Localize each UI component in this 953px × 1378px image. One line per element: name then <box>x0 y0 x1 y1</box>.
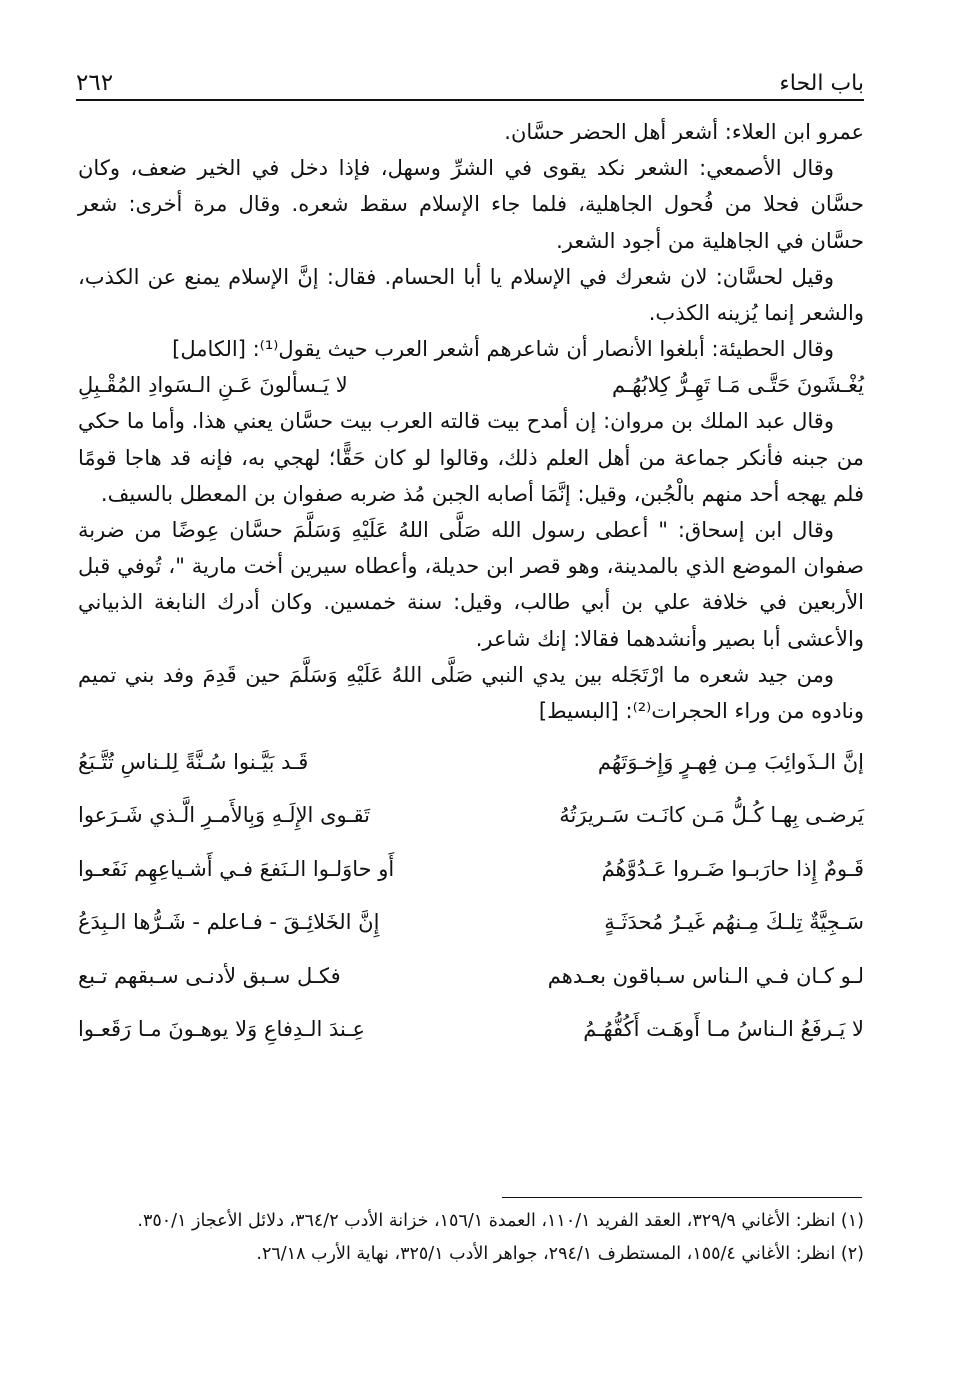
verse-hemistich-second: فكـل سـبق لأدنـى سـبقهم تـبع <box>78 963 341 988</box>
paragraph: وقال الحطيئة: أبلغوا الأنصار أن شاعرهم أشعر العرب حيث يقول⁽¹⁾: [الكامل] <box>172 337 834 362</box>
verse-hemistich-second: تَقـوى الإِلَـهِ وَبِالأَمـرِ الَّـذي شَـرَعوا <box>78 803 370 828</box>
paragraph: عمرو ابن العلاء: أشعر أهل الحضر حسَّان. <box>504 120 864 144</box>
verse-hemistich-first: لا يَـرفَعُ الـناسُ مـا أَوهَـت أَكُفُّهُـمُ <box>583 1017 864 1042</box>
verse-line <box>78 367 864 403</box>
poem-verse <box>78 1003 864 1057</box>
poem-verse <box>78 842 864 896</box>
main-text <box>78 114 864 1056</box>
paragraph: وقيل لحسَّان: لان شعرك في الإسلام يا أبا الحسام. فقال: إنَّ الإسلام يمنع عن الكذب، والشعر إنما يُزينه الكذب. <box>78 264 864 326</box>
chapter-title: باب الحاء <box>779 71 864 96</box>
poem-verse <box>78 789 864 843</box>
verse-hemistich-first: إنَّ الـذَوائِبَ مِـن فِهـرٍ وَإِخـوَتَهُم <box>597 749 864 774</box>
footnote: (١) انظر: الأغاني ٣٢٩/٩، العقد الفريد ١١٠/١، العمدة ١٥٦/١، خزانة الأدب ٣٦٤/٢، دلائل الأعجاز ٣٥٠/١. <box>137 1211 864 1231</box>
header-divider <box>76 99 864 101</box>
poem-verse <box>78 949 864 1003</box>
verse-hemistich-second: إِنَّ الخَلائِـقَ - فـاعلم - شَـرُّها الـبِدَعُ <box>78 910 380 935</box>
footnote: (٢) انظر: الأغاني ١٥٥/٤، المستطرف ٢٩٤/١، جواهر الأدب ٣٢٥/١، نهاية الأرب ٢٦/١٨. <box>256 1244 864 1264</box>
poem-verse <box>78 735 864 789</box>
poem-verse <box>78 896 864 950</box>
verse-hemistich-second: عِـندَ الـدِفاعِ وَلا يوهـونَ مـا رَقَعـوا <box>78 1017 366 1042</box>
paragraph: وقال الأصمعي: الشعر نكد يقوى في الشرِّ وسهل، فإذا دخل في الخير ضعف، وكان حسَّان فحلا من فُحول الجاهلية، فلما جاء الإسلام سقط شعره. وقال مرة أخرى: شعر حسَّان في الجاهلية من أجود الشعر. <box>78 156 864 253</box>
verse-hemistich-first: يُغْـشَونَ حَتَّـى مَـا تَهِـرُّ كِلابُهُـم <box>611 373 864 398</box>
paragraph: ومن جيد شعره ما ارْتَجَله بين يدي النبي صَلَّى اللهُ عَلَيْهِ وَسَلَّمَ حين قَدِمَ وفد بني تميم ونادوه من وراء الحجرات⁽²⁾: [البسيط] <box>78 662 864 724</box>
page-header <box>76 60 864 96</box>
poem <box>78 735 864 1056</box>
footnote-divider <box>502 1197 862 1198</box>
paragraph: وقال ابن إسحاق: " أعطى رسول الله صَلَّى اللهُ عَلَيْهِ وَسَلَّمَ حسَّان عِوضًا من ضربة صفوان الموضع الذي بالمدينة، وهو قصر ابن حديلة، وأعطاه سيرين أخت مارية "، تُوفي قبل الأربعين في خلافة علي بن أبي طالب، وقيل: سنة خمسين. وكان أدرك النابغة الذبياني والأعشى أبا بصير وأنشدهما فقالا: إنك شاعر. <box>78 518 864 651</box>
verse-hemistich-second: لا يَـسألونَ عَـنِ الـسَوادِ المُقْـبِلِ <box>78 373 348 398</box>
footnotes <box>78 1208 864 1274</box>
verse-hemistich-second: قَـد بَيَّـنوا سُـنَّةً لِلـناسِ تُتَّـبَعُ <box>78 749 309 774</box>
verse-hemistich-first: يَرضـى بِهـا كُـلُّ مَـن كانَـت سَـريرَتُهُ <box>559 803 864 828</box>
paragraph: وقال عبد الملك بن مروان: إن أمدح بيت قالته العرب بيت حسَّان يعني هذا. وأما ما حكي من جبنه فأنكر جماعة من أهل العلم ذلك، وقالوا لو كان حَقًّا؛ لهجي به، فإنه قد هاجا قومًا فلم يهجه أحد منهم بالْجُبن، وقيل: إنَّمَا أصابه الجبن مُذ ضربه صفوان بن المعطل بالسيف. <box>78 409 864 506</box>
verse-hemistich-first: قَـومٌ إِذا حارَبـوا ضَـروا عَـدُوَّهُمُ <box>601 856 864 881</box>
verse-hemistich-second: أَو حاوَلـوا الـنَفعَ فـي أَشـياعِهِم نَفَعـوا <box>78 856 395 881</box>
page-number: ٢٦٢ <box>76 70 114 96</box>
verse-hemistich-first: سَـجِيَّةٌ تِلـكَ مِـنهُم غَيـرُ مُحدَثَـةٍ <box>604 910 864 935</box>
verse-hemistich-first: لـو كـان فـي الـناس سـباقون بعـدهم <box>547 963 864 988</box>
